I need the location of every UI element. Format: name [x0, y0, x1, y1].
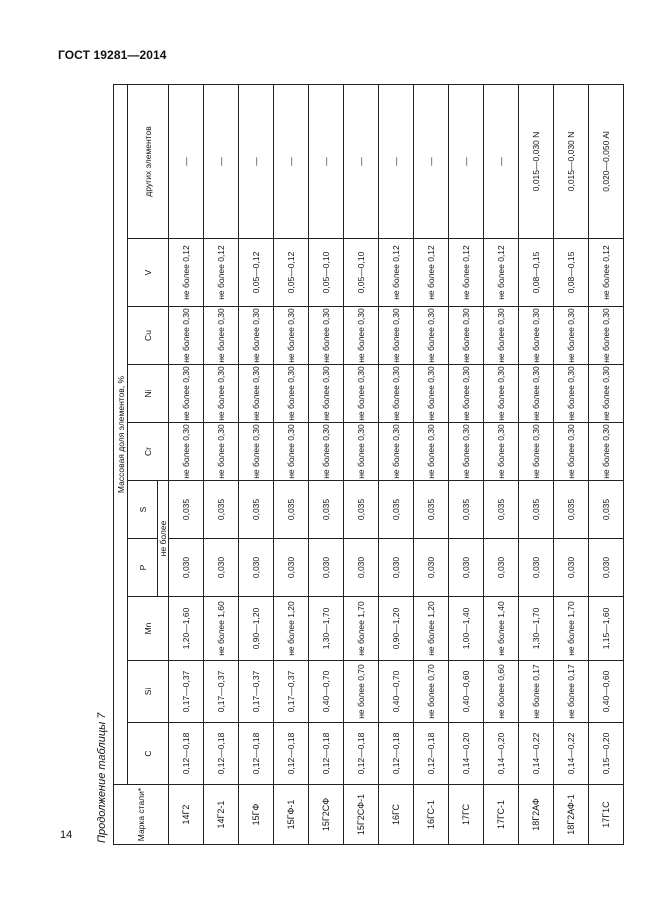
cell-s: 0,035 — [379, 481, 414, 539]
cell-ni: не более 0,30 — [379, 365, 414, 423]
table-body — [169, 84, 624, 844]
cell-si: 0,40—0,70 — [309, 661, 344, 723]
cell-p: 0,030 — [274, 539, 309, 597]
cell-cr: не более 0,30 — [204, 423, 239, 481]
cell-c: 0,14—0,20 — [484, 723, 519, 785]
cell-p: 0,030 — [589, 539, 624, 597]
cell-s: 0,035 — [344, 481, 379, 539]
cell-s: 0,035 — [204, 481, 239, 539]
cell-other: — — [169, 84, 204, 238]
cell-cu: не более 0,30 — [344, 307, 379, 365]
cell-cu: не более 0,30 — [449, 307, 484, 365]
cell-p: 0,030 — [414, 539, 449, 597]
cell-cr: не более 0,30 — [484, 423, 519, 481]
header-row-elements — [128, 84, 158, 844]
cell-si: 0,40—0,60 — [589, 661, 624, 723]
cell-v: 0,05—0,12 — [274, 239, 309, 307]
cell-p: 0,030 — [519, 539, 554, 597]
cell-v: не более 0,12 — [169, 239, 204, 307]
cell-cu: не более 0,30 — [274, 307, 309, 365]
cell-mn: не более 1,20 — [274, 597, 309, 661]
cell-ni: не более 0,30 — [239, 365, 274, 423]
cell-si: 0,17—0,37 — [239, 661, 274, 723]
cell-ni: не более 0,30 — [414, 365, 449, 423]
table-row — [554, 84, 589, 844]
cell-s: 0,035 — [554, 481, 589, 539]
cell-ni: не более 0,30 — [344, 365, 379, 423]
cell-si: 0,17—0,37 — [204, 661, 239, 723]
cell-mn: 1,20—1,60 — [169, 597, 204, 661]
cell-grade: 16ГС-1 — [414, 785, 449, 845]
cell-si: не более 0,17 — [554, 661, 589, 723]
cell-cu: не более 0,30 — [169, 307, 204, 365]
header-cr: Cr — [128, 423, 169, 481]
cell-cr: не более 0,30 — [554, 423, 589, 481]
header-mass-fraction: Массовая доля элементов, % — [114, 84, 128, 784]
cell-v: 0,05—0,10 — [344, 239, 379, 307]
header-row-group — [114, 84, 128, 844]
cell-v: не более 0,12 — [449, 239, 484, 307]
cell-p: 0,030 — [484, 539, 519, 597]
cell-cr: не более 0,30 — [309, 423, 344, 481]
cell-mn: не более 1,60 — [204, 597, 239, 661]
cell-s: 0,035 — [449, 481, 484, 539]
rotated-table-container — [96, 85, 611, 845]
cell-c: 0,12—0,18 — [379, 723, 414, 785]
cell-grade: 15Г2СФ — [309, 785, 344, 845]
cell-si: 0,40—0,70 — [379, 661, 414, 723]
cell-cu: не более 0,30 — [414, 307, 449, 365]
cell-ni: не более 0,30 — [169, 365, 204, 423]
cell-ni: не более 0,30 — [589, 365, 624, 423]
cell-grade: 18Г2АФ — [519, 785, 554, 845]
cell-grade: 14Г2 — [169, 785, 204, 845]
cell-p: 0,030 — [169, 539, 204, 597]
cell-v: 0,05—0,10 — [309, 239, 344, 307]
cell-v: не более 0,12 — [589, 239, 624, 307]
cell-c: 0,12—0,18 — [239, 723, 274, 785]
cell-ni: не более 0,30 — [204, 365, 239, 423]
cell-grade: 17ГС — [449, 785, 484, 845]
cell-si: 0,40—0,60 — [449, 661, 484, 723]
cell-c: 0,15—0,20 — [589, 723, 624, 785]
cell-other: — — [309, 84, 344, 238]
cell-v: не более 0,12 — [379, 239, 414, 307]
cell-ni: не более 0,30 — [554, 365, 589, 423]
table-row — [204, 84, 239, 844]
cell-cr: не более 0,30 — [274, 423, 309, 481]
cell-s: 0,035 — [589, 481, 624, 539]
table-row — [239, 84, 274, 844]
cell-cu: не более 0,30 — [204, 307, 239, 365]
header-si: Si — [128, 661, 169, 723]
cell-v: 0,05—0,12 — [239, 239, 274, 307]
table-caption: Продолжение таблицы 7 — [96, 712, 108, 843]
cell-p: 0,030 — [309, 539, 344, 597]
header-grade: Марка стали* — [114, 785, 169, 845]
table-row — [379, 84, 414, 844]
cell-other: — — [484, 84, 519, 238]
cell-cu: не более 0,30 — [554, 307, 589, 365]
cell-s: 0,035 — [519, 481, 554, 539]
cell-cu: не более 0,30 — [379, 307, 414, 365]
cell-c: 0,12—0,18 — [169, 723, 204, 785]
cell-cu: не более 0,30 — [589, 307, 624, 365]
cell-cr: не более 0,30 — [449, 423, 484, 481]
cell-si: не более 0,70 — [414, 661, 449, 723]
cell-p: 0,030 — [239, 539, 274, 597]
cell-other: — — [204, 84, 239, 238]
cell-other: — — [379, 84, 414, 238]
cell-grade: 17ГС-1 — [484, 785, 519, 845]
cell-other: — — [414, 84, 449, 238]
cell-grade: 15Г2СФ-1 — [344, 785, 379, 845]
cell-ni: не более 0,30 — [449, 365, 484, 423]
cell-cr: не более 0,30 — [589, 423, 624, 481]
cell-mn: 1,15—1,60 — [589, 597, 624, 661]
cell-c: 0,14—0,22 — [519, 723, 554, 785]
cell-mn: не более 1,70 — [344, 597, 379, 661]
cell-other: 0,015—0,030 N — [554, 84, 589, 238]
cell-other: — — [239, 84, 274, 238]
cell-cr: не более 0,30 — [379, 423, 414, 481]
cell-ni: не более 0,30 — [519, 365, 554, 423]
cell-cr: не более 0,30 — [414, 423, 449, 481]
cell-si: не более 0,70 — [344, 661, 379, 723]
table-row — [449, 84, 484, 844]
cell-p: 0,030 — [449, 539, 484, 597]
cell-mn: 1,00—1,40 — [449, 597, 484, 661]
cell-other: — — [344, 84, 379, 238]
cell-cu: не более 0,30 — [519, 307, 554, 365]
cell-cr: не более 0,30 — [169, 423, 204, 481]
table-row — [274, 84, 309, 844]
cell-mn: не более 1,20 — [414, 597, 449, 661]
cell-v: не более 0,12 — [414, 239, 449, 307]
cell-si: не более 0,60 — [484, 661, 519, 723]
header-s: S — [128, 481, 158, 539]
table-row — [589, 84, 624, 844]
cell-grade: 14Г2-1 — [204, 785, 239, 845]
cell-c: 0,12—0,18 — [344, 723, 379, 785]
cell-c: 0,12—0,18 — [274, 723, 309, 785]
header-not-more: не более — [158, 481, 169, 597]
cell-c: 0,12—0,18 — [414, 723, 449, 785]
cell-si: не более 0,17 — [519, 661, 554, 723]
cell-other: 0,015—0,030 N — [519, 84, 554, 238]
cell-mn: не более 1,70 — [554, 597, 589, 661]
cell-si: 0,17—0,37 — [274, 661, 309, 723]
cell-mn: не более 1,40 — [484, 597, 519, 661]
cell-cr: не более 0,30 — [239, 423, 274, 481]
page-number: 14 — [60, 829, 73, 841]
cell-s: 0,035 — [484, 481, 519, 539]
cell-grade: 15ГФ — [239, 785, 274, 845]
cell-cr: не более 0,30 — [344, 423, 379, 481]
cell-mn: 0,90—1,20 — [379, 597, 414, 661]
cell-mn: 1,30—1,70 — [519, 597, 554, 661]
cell-mn: 1,30—1,70 — [309, 597, 344, 661]
table-row — [344, 84, 379, 844]
cell-ni: не более 0,30 — [484, 365, 519, 423]
cell-p: 0,030 — [344, 539, 379, 597]
header-ni: Ni — [128, 365, 169, 423]
header-cu: Cu — [128, 307, 169, 365]
chemical-composition-table — [113, 84, 624, 845]
cell-s: 0,035 — [414, 481, 449, 539]
header-v: V — [128, 239, 169, 307]
cell-cu: не более 0,30 — [239, 307, 274, 365]
cell-p: 0,030 — [204, 539, 239, 597]
document-header: ГОСТ 19281—2014 — [58, 48, 167, 62]
table-row — [169, 84, 204, 844]
cell-s: 0,035 — [239, 481, 274, 539]
cell-grade: 18Г2АФ-1 — [554, 785, 589, 845]
cell-v: 0,08—0,15 — [554, 239, 589, 307]
cell-grade: 16ГС — [379, 785, 414, 845]
cell-mn: 0,90—1,20 — [239, 597, 274, 661]
cell-c: 0,12—0,18 — [204, 723, 239, 785]
cell-s: 0,035 — [274, 481, 309, 539]
header-p: P — [128, 539, 158, 597]
cell-cu: не более 0,30 — [309, 307, 344, 365]
header-c: C — [128, 723, 169, 785]
cell-c: 0,14—0,20 — [449, 723, 484, 785]
cell-v: не более 0,12 — [204, 239, 239, 307]
table-row — [519, 84, 554, 844]
cell-c: 0,12—0,18 — [309, 723, 344, 785]
cell-p: 0,030 — [379, 539, 414, 597]
table-row — [309, 84, 344, 844]
cell-s: 0,035 — [169, 481, 204, 539]
header-other: других элементов — [128, 84, 169, 238]
cell-v: не более 0,12 — [484, 239, 519, 307]
cell-s: 0,035 — [309, 481, 344, 539]
cell-other: — — [449, 84, 484, 238]
cell-ni: не более 0,30 — [274, 365, 309, 423]
cell-grade: 17Г1С — [589, 785, 624, 845]
cell-si: 0,17—0,37 — [169, 661, 204, 723]
header-mn: Mn — [128, 597, 169, 661]
cell-grade: 15ГФ-1 — [274, 785, 309, 845]
table-row — [484, 84, 519, 844]
cell-other: 0,020—0,050 Al — [589, 84, 624, 238]
cell-v: 0,08—0,15 — [519, 239, 554, 307]
cell-other: — — [274, 84, 309, 238]
cell-cu: не более 0,30 — [484, 307, 519, 365]
cell-c: 0,14—0,22 — [554, 723, 589, 785]
cell-p: 0,030 — [554, 539, 589, 597]
cell-ni: не более 0,30 — [309, 365, 344, 423]
cell-cr: не более 0,30 — [519, 423, 554, 481]
table-row — [414, 84, 449, 844]
